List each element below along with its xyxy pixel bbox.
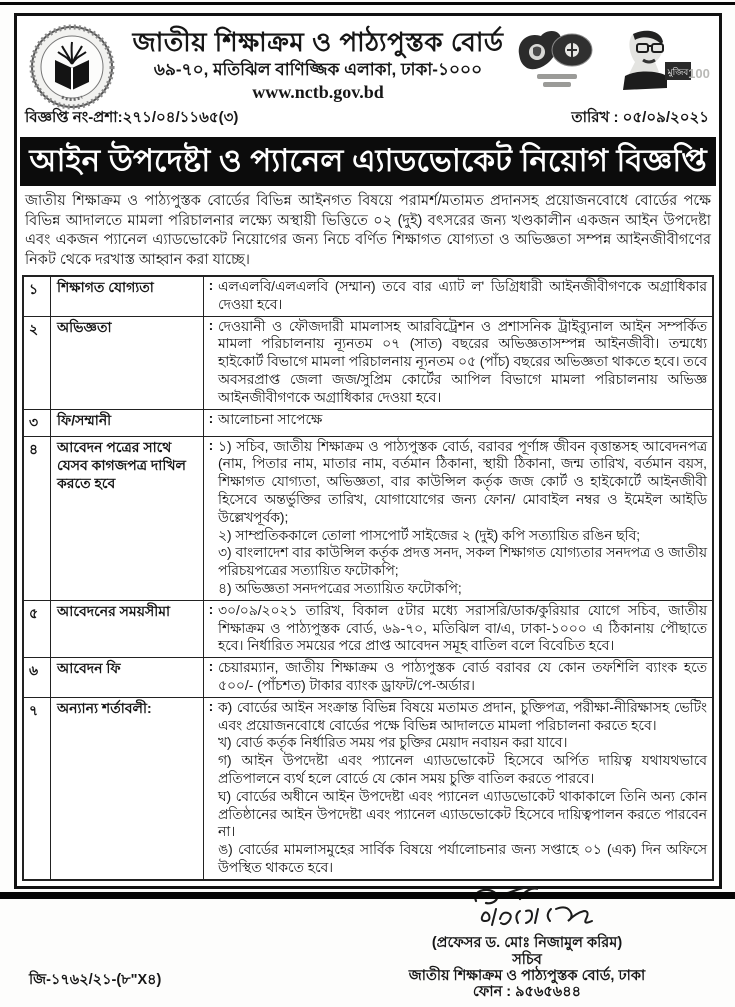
print-reference-code: জি-১৭৬২/২১-(৮"X৪) — [29, 971, 162, 988]
row-serial: ৫ — [24, 601, 51, 657]
nctb-emblem-icon — [29, 24, 115, 110]
row-colon: : — [208, 316, 214, 333]
nctb-emblem-logo — [29, 24, 121, 115]
row-serial: ৬ — [24, 658, 51, 697]
row-colon: : — [208, 697, 214, 714]
top-horizontal-rule — [0, 2, 735, 5]
handwritten-signature-icon — [442, 883, 612, 935]
row-label: অভিজ্ঞতা — [51, 317, 204, 409]
organization-name: জাতীয় শিক্ষাক্রম ও পাঠ্যপুস্তক বোর্ড — [132, 27, 504, 57]
mujib-100-caption: মুজিব — [667, 67, 689, 77]
row-serial: ৭ — [24, 698, 51, 879]
document-header — [17, 16, 719, 104]
notice-title-bar: আইন উপদেষ্টা ও প্যানেল এ্যাডভোকেট নিয়োগ বিজ্ঞপ্তি — [20, 137, 716, 186]
row-colon: : — [208, 436, 214, 453]
row-colon: : — [208, 600, 214, 617]
row-label: আবেদন ফি — [51, 658, 204, 697]
organization-website: www.nctb.gov.bd — [252, 82, 384, 102]
signatory-designation: সচিব — [512, 951, 542, 968]
row-label: অন্যান্য শর্তাবলী: — [51, 698, 204, 879]
row-serial: ৪ — [24, 437, 51, 600]
signatory-name: (প্রফেসর ড. মোঃ নিজামুল করিম) — [431, 934, 623, 951]
table-row — [24, 316, 712, 409]
mujib-borsho-icon — [515, 28, 603, 94]
intro-paragraph: জাতীয় শিক্ষাক্রম ও পাঠ্যপুস্তক বোর্ডের বিভিন্ন আইনগত বিষয়ে পরামর্শ/মতামত প্রদানসহ প্রয়োজনবোধে বোর্ডের পক্ষে বিভিন্ন আদালতে মামলা পরিচালনার লক্ষ্যে অস্থায়ী ভিত্তিতে ০২ (দুই) বৎসরের জন্য খণ্ডকালীন একজন আইন উপদেষ্টা এবং একজন প্যানেল এ্যাডভোকেট নিয়োগের জন্য নিচে বর্ণিত শিক্ষাগত যোগ্যতা ও অভিজ্ঞতা সম্পন্ন আইনজীবীগণের নিকট থেকে দরখাস্ত আহ্বান করা যাচ্ছে। — [25, 193, 711, 268]
mujib-borsho-logo — [515, 28, 603, 99]
notice-table — [22, 275, 714, 881]
row-serial: ২ — [24, 317, 51, 409]
table-row — [24, 600, 712, 657]
row-content: আলোচনা সাপেক্ষে — [218, 411, 323, 427]
row-content: এলএলবি/এলএলবি (সম্মান) তবে বার এ্যাট ল' ডিগ্রিধারী আইনজীবীগণকে অগ্রাধিকার দেওয়া হবে। — [218, 279, 707, 312]
row-colon: : — [208, 277, 214, 293]
row-content: ৩০/০৯/২০২১ তারিখ, বিকাল ৫টার মধ্যে সরাসরি/ডাক/কুরিয়ার যোগে সচিব, জাতীয় শিক্ষাক্রম ও পাঠ্যপুস্তক বোর্ড, ৬৯-৭০, মতিঝিল বা/এ, ঢাকা-১০০০ এ ঠিকানায় পৌছাতে হবে। নির্ধারিত সময়ের পরে প্রাপ্ত আবেদন সমূহ বাতিল বলে বিবেচিত হবে। — [218, 602, 707, 654]
signatory-phone: ফোন : ৯৫৬৫৬৪৪ — [472, 983, 582, 1000]
row-content: দেওয়ানী ও ফৌজদারী মামলাসহ আরবিট্রেশন ও প্রশাসনিক ট্রাইব্যুনাল আইন সম্পর্কিত মামলা পরিচালনায় ন্যূনতম ০৭ (সাত) বছরের অভিজ্ঞতাসম্পন্ন আইনজীবী। তন্মধ্যে হাইকোর্ট বিভাগে মামলা পরিচালনায় ন্যূনতম ০৫ (পাঁচ) বছরের অভিজ্ঞতা থাকতে হবে। তবে অবসরপ্রাপ্ত জেলা জজ/সুপ্রিম কোর্টের আপিল বিভাগে মামলা পরিচালনায় অভিজ্ঞ আইনজীবীগণকে অগ্রাধিকার দেওয়া হবে। — [218, 318, 707, 405]
signature-block — [377, 883, 677, 1000]
row-serial: ১ — [24, 277, 51, 316]
row-content: চেয়ারম্যান, জাতীয় শিক্ষাক্রম ও পাঠ্যপুস্তক বোর্ড বরাবর যে কোন তফশিলি ব্যাংক হতে ৫০০/- (পাঁচশত) টাকার ব্যাংক ড্রাফট/পে-অর্ডার। — [218, 660, 707, 693]
notice-date: তারিখ : ০৫/০৯/২০২১ — [571, 109, 709, 126]
row-serial: ৩ — [24, 410, 51, 436]
row-label: আবেদনের সময়সীমা — [51, 601, 204, 657]
table-row — [24, 409, 712, 436]
row-label: ফি/সম্মানী — [51, 410, 204, 436]
notice-document — [14, 13, 722, 1000]
table-row — [24, 436, 712, 600]
signatory-organization: জাতীয় শিক্ষাক্রম ও পাঠ্যপুস্তক বোর্ড, ঢাকা — [408, 967, 646, 984]
row-content: ক) বোর্ডের আইন সংক্রান্ত বিভিন্ন বিষয়ে মতামত প্রদান, চুক্তিপত্র, পরীক্ষা-নীরিক্ষাসহ ভেটিং এবং প্রয়োজনবোধে বোর্ডের পক্ষে বিভিন্ন আদালতে মামলা পরিচালনা করতে হবে। খ) বোর্ড কর্তৃক নির্ধারিত সময় পর চুক্তির মেয়াদ নবায়ন করা যাবে। গ) আইন উপদেষ্টা এবং প্যানেল এ্যাডভোকেট হিসেবে অর্পিত দায়িত্ব যথাযথভাবে প্রতিপালনে ব্যর্থ হলে বোর্ডে যে কোন সময় চুক্তি বাতিল করতে পারবে। ঘ) বোর্ডের অধীনে আইন উপদেষ্টা এবং প্যানেল এ্যাডভোকেট থাকাকালে তিনি অন্য কোন প্রতিষ্ঠানের আইন উপদেষ্টা এবং প্যানেল এ্যাডভোকেট হিসেবে দায়িত্বপালন করতে পারবেন না। ঙ) বোর্ডের মামলাসমুহের সার্বিক বিষয়ে পর্যালোচনার জন্য সপ্তাহে ০১ (এক) দিন অফিসে উপস্থিত থাকতে হবে। — [218, 699, 707, 875]
notice-number: বিজ্ঞপ্তি নং-প্রশা:২৭১/০৪/১১৬৫(৩) — [25, 109, 239, 126]
row-colon: : — [208, 658, 214, 675]
row-label: শিক্ষাগত যোগ্যতা — [51, 277, 204, 316]
organization-address: ৬৯-৭০, মতিঝিল বাণিজ্জিক এলাকা, ঢাকা-১০০০ — [153, 60, 483, 79]
mujib-100-logo — [615, 28, 711, 99]
bottom-horizontal-rule — [0, 892, 735, 899]
row-content: ১) সচিব, জাতীয় শিক্ষাক্রম ও পাঠ্যপুস্তক বোর্ড, বরাবর পূর্ণাঙ্গ জীবন বৃত্তান্তসহ আবেদনপত্র (নাম, পিতার নাম, মাতার নাম, বর্তমান ঠিকানা, স্থায়ী ঠিকানা, জন্ম তারিখ, বর্তমান বয়স, শিক্ষাগত যোগ্যতা, অভিজ্ঞতা, বার কাউন্সিল কর্তৃক জজ কোর্ট ও হাইকোর্টে আইনজীবী হিসেবে অন্তর্ভুক্তির তারিখ, যোগাযোগের জন্য ফোন/ মোবাইল নম্বর ও ইমেইল আইডি উল্লেখপূর্বক); ২) সাম্প্রতিককালে তোলা পাসপোর্ট সাইজের ২ (দুই) কপি সত্যায়িত রঙিন ছবি; ৩) বাংলাদেশ বার কাউন্সিল কর্তৃক প্রদত্ত সনদ, সকল শিক্ষাগত যোগ্যতার সনদপত্র ও জাতীয় পরিচয়পত্রের সত্যায়িত ফটোকপি; ৪) অভিজ্ঞতা সনদপত্রের সত্যায়িত ফটোকপি; — [218, 438, 707, 596]
table-row — [24, 697, 712, 879]
notice-meta-row — [17, 104, 719, 135]
table-row — [24, 657, 712, 697]
row-colon: : — [208, 409, 214, 426]
mujib-100-icon — [615, 28, 711, 94]
table-row — [24, 277, 712, 316]
header-text-block — [121, 24, 515, 103]
document-footer — [17, 881, 719, 1007]
header-right-logos — [515, 24, 711, 99]
svg-text:100: 100 — [688, 66, 710, 81]
row-label: আবেদন পত্রের সাথে যেসব কাগজপত্র দাখিল করতে হবে — [51, 437, 204, 600]
